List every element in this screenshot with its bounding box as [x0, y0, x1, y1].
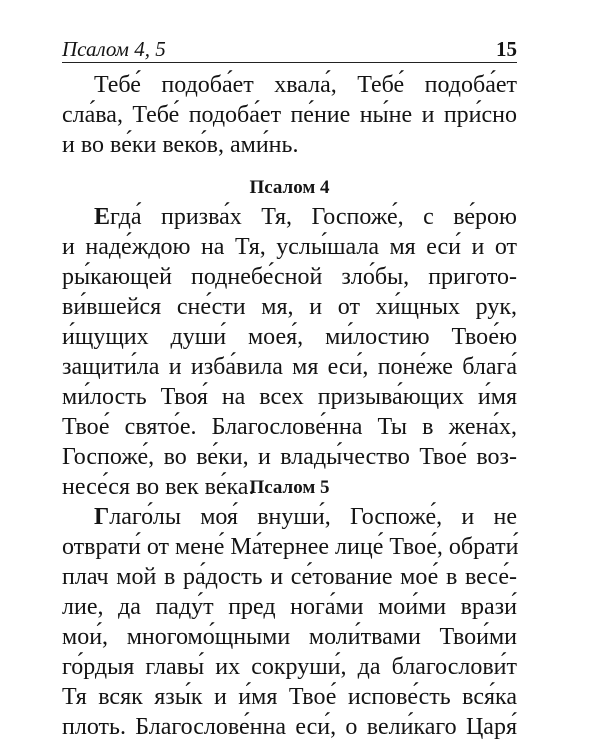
text-line: несе́ся во век ве́ка.: [62, 474, 255, 500]
text-line: защити́ла и изба́вила мя еси́, поне́же блага́: [62, 354, 517, 380]
text-line: го́рдыя главы́ их сокруши́, да благослови́т: [62, 654, 517, 680]
text-line: лие, да паду́т пред нога́ми мои́ми врази́: [62, 594, 517, 620]
running-title: Псалом 4, 5: [62, 37, 166, 61]
text-line: Твое́ свято́е. Благослове́нна Ты в жена́х,: [62, 414, 517, 440]
initial-letter: Е: [94, 204, 111, 230]
text-line: ми́лость Твоя́ на всех призыва́ющих и́мя: [62, 384, 517, 410]
text-line: Тя всяк язы́к и и́мя Твое́ испове́сть вся́ка: [62, 684, 517, 710]
text-line-first: [62, 202, 517, 232]
text-line: и наде́ждою на Тя, услы́шала мя еси́ и от: [62, 234, 517, 260]
text-line: мои́, многомо́щными моли́твами Твои́ми: [62, 624, 517, 650]
text-line: сла́ва, Тебе́ подоба́ет пе́ние ны́не и при́сно: [62, 102, 517, 128]
psalm-5-heading: Псалом 5: [249, 477, 330, 498]
text-line: плоть. Благослове́нна еси́, о вели́каго Царя́: [62, 714, 517, 740]
psalm-4-heading: Псалом 4: [249, 177, 330, 198]
first-line-rest: лаго́лы моя́ внуши́, Госпоже́, и не: [109, 504, 517, 530]
header-rule: [62, 62, 517, 63]
text-line: ры́кающей поднебе́сной зло́бы, пригото-: [62, 264, 517, 290]
psalm-4-text: [62, 202, 517, 502]
text-line: отврати́ от мене́ Ма́тернее лице́ Твое́, обрати́: [62, 534, 519, 560]
text-line: Тебе́ подоба́ет хвала́, Тебе́ подоба́ет: [94, 72, 517, 98]
text-line-first: [62, 502, 517, 532]
text-line: плач мой в ра́дость и се́тование мое́ в весе́-: [62, 564, 517, 590]
first-line-rest: гда́ призва́х Тя, Госпоже́, с ве́рою: [110, 204, 517, 230]
text-line: и́щущих души́ моея́, ми́лостию Твое́ю: [62, 324, 517, 350]
page-number: 15: [496, 37, 517, 61]
opening-paragraph: [62, 70, 517, 160]
text-line: Госпоже́, во ве́ки, и влады́чество Твое́ воз-: [62, 444, 517, 470]
text-line: ви́вшейся сне́сти мя, и от хи́щных рук,: [62, 294, 517, 320]
text-line: и во ве́ки веко́в, ами́нь.: [62, 132, 299, 158]
initial-letter: Г: [94, 504, 110, 530]
psalm-5-text: [62, 502, 517, 742]
